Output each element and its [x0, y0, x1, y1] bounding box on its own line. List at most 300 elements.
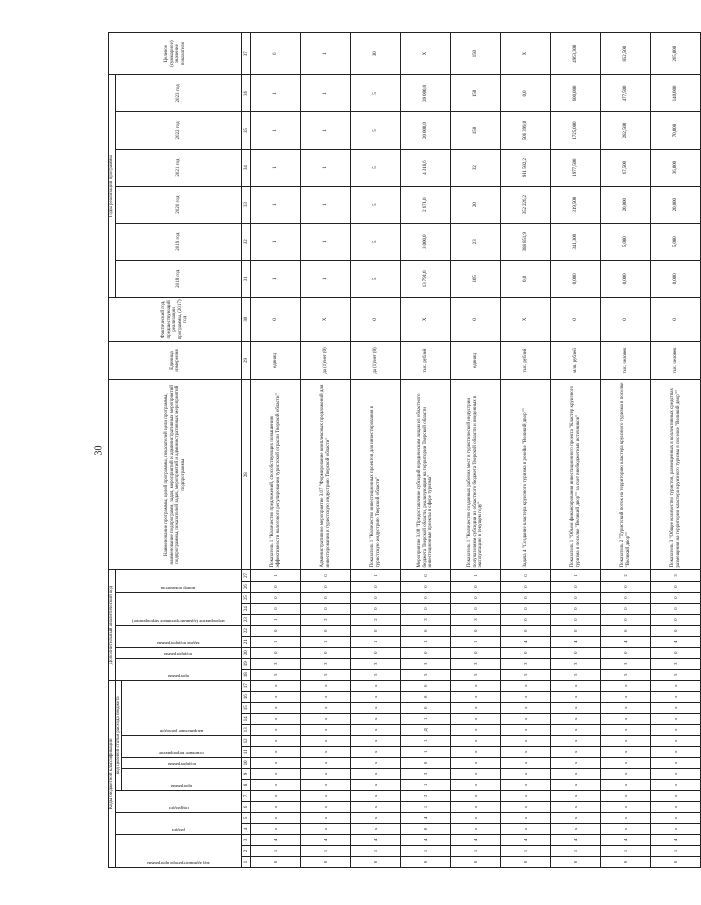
code-cell: 4	[551, 834, 601, 845]
unit-cell: тыс. человек	[651, 341, 701, 379]
table-row	[251, 33, 301, 868]
code-cell: x	[501, 790, 551, 801]
column-index-cell: 15	[242, 702, 251, 713]
code-cell: x	[301, 812, 351, 823]
code-cell: 0	[651, 625, 701, 636]
code-cell: Д	[401, 724, 451, 735]
code-cell: 1	[351, 570, 401, 581]
code-cell: 0	[601, 625, 651, 636]
code-cell: 4	[401, 834, 451, 845]
code-cell: 8	[401, 691, 451, 702]
code-cell: x	[251, 702, 301, 713]
row-name-cell: Показатель 2 "Туристский поток на территорию кластера круизного туризма в поселке "Великий двор""	[601, 380, 651, 570]
code-cell: 0	[451, 647, 501, 658]
code-cell: 0	[351, 592, 401, 603]
code-cell: 0	[351, 856, 401, 867]
code-cell: x	[551, 812, 601, 823]
code-cell: x	[301, 724, 351, 735]
code-cell: x	[301, 768, 351, 779]
column-index-cell: 13	[242, 724, 251, 735]
column-index-cell: 23	[242, 614, 251, 625]
year-value-cell: 67,500	[601, 149, 651, 186]
year-value-cell: 20 000,0	[401, 75, 451, 112]
code-cell: 2	[601, 570, 651, 581]
year-value-cell: 150	[451, 112, 501, 149]
code-cell: x	[451, 768, 501, 779]
year-value-cell: 1	[301, 223, 351, 260]
fact-value-cell: 0	[551, 297, 601, 341]
code-cell: x	[651, 691, 701, 702]
code-cell: 4	[251, 834, 301, 845]
year-2018-header: 2018 год	[115, 260, 242, 297]
code-cell: x	[251, 691, 301, 702]
year-value-cell: 5	[351, 149, 401, 186]
column-index-cell: 2	[242, 845, 251, 856]
code-cell: x	[651, 746, 701, 757]
code-cell: x	[351, 779, 401, 790]
programma-header: программа	[122, 768, 242, 790]
page-number: 30	[93, 445, 105, 456]
code-cell: 0	[251, 625, 301, 636]
year-value-cell: 319,500	[551, 186, 601, 223]
code-cell: x	[551, 757, 601, 768]
code-cell: 1	[301, 845, 351, 856]
program-table-sheet	[108, 32, 681, 868]
code-cell: x	[551, 713, 601, 724]
code-cell: 0	[501, 625, 551, 636]
code-cell: x	[501, 724, 551, 735]
code-cell: x	[551, 768, 601, 779]
code-cell: 3	[401, 658, 451, 669]
year-value-cell: 20,000	[651, 186, 701, 223]
column-index-cell: 18	[242, 669, 251, 680]
code-cell: 0	[301, 570, 351, 581]
year-value-cell: 0,0	[501, 75, 551, 112]
year-value-cell: 5	[351, 112, 401, 149]
year-value-cell: 600,000	[551, 75, 601, 112]
code-cell: x	[351, 757, 401, 768]
program-indicators-table	[108, 32, 701, 868]
code-cell: x	[651, 702, 701, 713]
code-cell: 0	[451, 581, 501, 592]
code-cell: x	[351, 735, 401, 746]
year-value-cell: 0,000	[651, 260, 701, 297]
code-cell: x	[551, 746, 601, 757]
year-value-cell: 1	[301, 75, 351, 112]
code-cell: 5	[651, 669, 701, 680]
code-cell: 0	[401, 823, 451, 834]
year-value-cell: 5,000	[651, 223, 701, 260]
column-index-cell: 6	[242, 801, 251, 812]
year-value-cell: 5	[351, 223, 401, 260]
podprogramma2-header: подпрограмма	[115, 647, 242, 658]
code-cell: 1	[251, 845, 301, 856]
code-cell: 0	[401, 592, 451, 603]
code-cell: x	[601, 691, 651, 702]
code-cell: x	[451, 702, 501, 713]
year-value-cell: 5	[351, 186, 401, 223]
code-cell: 5	[251, 669, 301, 680]
code-cell: 1	[401, 779, 451, 790]
code-cell: 0	[351, 647, 401, 658]
code-cell: 5	[601, 669, 651, 680]
code-cell: 0	[601, 647, 651, 658]
code-cell: x	[601, 702, 651, 713]
year-value-cell: 70,000	[651, 112, 701, 149]
code-cell: x	[651, 680, 701, 691]
programma2-header: программа	[115, 658, 242, 680]
code-cell: x	[251, 812, 301, 823]
fact-value-cell: X	[501, 297, 551, 341]
code-cell: x	[601, 812, 651, 823]
year-value-cell: 1	[251, 260, 301, 297]
table-row	[351, 33, 401, 868]
code-cell: 3	[251, 658, 301, 669]
column-index-cell: 30	[242, 297, 251, 341]
column-index-cell: 36	[242, 75, 251, 112]
code-cell: 0	[651, 603, 701, 614]
code-cell: 0	[251, 592, 301, 603]
code-cell: 4	[601, 834, 651, 845]
target-value-cell: 4963,300	[551, 33, 601, 75]
code-cell: 0	[501, 856, 551, 867]
code-cell: 0	[351, 603, 401, 614]
year-value-cell: 0,000	[601, 260, 651, 297]
code-cell: x	[551, 801, 601, 812]
code-cell: x	[301, 779, 351, 790]
code-cell: x	[601, 746, 651, 757]
unit-cell: да (1)/нет (0)	[301, 341, 351, 379]
task-header: задача подпрограммы	[115, 625, 242, 647]
code-cell: 3	[551, 658, 601, 669]
column-index-cell: 24	[242, 603, 251, 614]
code-cell: x	[651, 724, 701, 735]
code-cell: x	[351, 691, 401, 702]
year-2021-header: 2021 год	[115, 149, 242, 186]
code-cell: 0	[301, 647, 351, 658]
column-index-cell: 4	[242, 823, 251, 834]
code-cell: 0	[301, 592, 351, 603]
year-value-cell: 388 851,9	[501, 223, 551, 260]
unit-cell: тыс. человек	[601, 341, 651, 379]
column-index-cell: 16	[242, 691, 251, 702]
fact-value-cell: X	[301, 297, 351, 341]
code-cell: x	[601, 768, 651, 779]
code-cell: 1	[601, 845, 651, 856]
code-cell: 0	[401, 570, 451, 581]
code-cell: x	[651, 801, 701, 812]
unit-cell: да (1)/нет (0)	[351, 341, 401, 379]
code-cell: 1	[401, 713, 451, 724]
code-cell: x	[551, 735, 601, 746]
code-cell: x	[351, 713, 401, 724]
year-value-cell: 1725,000	[551, 112, 601, 149]
column-index-cell: 19	[242, 658, 251, 669]
unit-column-header: Единица измерения	[109, 341, 242, 379]
code-cell: x	[251, 713, 301, 724]
code-cell: x	[451, 735, 501, 746]
code-cell: 0	[651, 581, 701, 592]
code-cell: 5	[401, 669, 451, 680]
code-cell: 4	[301, 834, 351, 845]
code-cell: x	[351, 702, 401, 713]
table-row	[451, 33, 501, 868]
code-cell: 3	[301, 658, 351, 669]
column-index-cell: 32	[242, 223, 251, 260]
code-cell: x	[301, 713, 351, 724]
year-value-cell: 32	[451, 149, 501, 186]
code-cell: x	[351, 768, 401, 779]
additional-code-header: Дополнительный аналитический код	[109, 570, 116, 680]
unit-cell: единиц	[251, 341, 301, 379]
code-cell: 3	[601, 658, 651, 669]
code-cell: 0	[401, 647, 451, 658]
code-cell: 4	[651, 834, 701, 845]
code-cell: 0	[401, 581, 451, 592]
code-cell: 0	[551, 625, 601, 636]
code-cell: x	[301, 746, 351, 757]
code-cell: 2	[401, 790, 451, 801]
year-value-cell: 20,000	[601, 186, 651, 223]
column-index-cell: 10	[242, 757, 251, 768]
code-cell: 4	[451, 834, 501, 845]
code-cell: 0	[501, 614, 551, 625]
year-value-cell: 3 000,0	[401, 223, 451, 260]
code-cell: x	[451, 691, 501, 702]
code-cell: 0	[651, 856, 701, 867]
year-value-cell: 1	[251, 75, 301, 112]
year-value-cell: 911 502,2	[501, 149, 551, 186]
code-cell: x	[651, 713, 701, 724]
code-cell: x	[551, 790, 601, 801]
unit-cell: тыс. рублей	[401, 341, 451, 379]
code-cell: 2	[351, 614, 401, 625]
code-cell: 5	[351, 669, 401, 680]
target-value-cell: 1	[301, 33, 351, 75]
year-value-cell: 341,300	[551, 223, 601, 260]
code-cell: x	[451, 801, 501, 812]
year-value-cell: 352 226,2	[501, 186, 551, 223]
code-cell: 1	[401, 735, 451, 746]
code-cell: 0	[251, 603, 301, 614]
code-cell: 1	[451, 636, 501, 647]
column-index-cell: 7	[242, 790, 251, 801]
code-cell: x	[501, 757, 551, 768]
column-index-cell: 11	[242, 746, 251, 757]
code-cell: 0	[501, 581, 551, 592]
code-cell: 0	[551, 603, 601, 614]
code-cell: x	[301, 735, 351, 746]
code-cell: 4	[501, 636, 551, 647]
target-article-header: код целевой статьи расхода бюджета	[115, 680, 122, 790]
code-cell: 0	[251, 647, 301, 658]
code-cell: x	[601, 757, 651, 768]
code-cell: 0	[551, 581, 601, 592]
year-value-cell: 105	[451, 260, 501, 297]
name-column-header: Наименование программы, целей программы, показателей цели программы, наименование подпрограмм, задач, мероприятий и административных мероприятий подпрограммы, показателей задач, мероприятий и административных мероприятий подпрограммы	[109, 380, 242, 570]
razdel-header: раздел	[115, 812, 242, 834]
code-cell: 3	[351, 658, 401, 669]
code-cell: 1	[251, 636, 301, 647]
code-cell: 0	[601, 603, 651, 614]
year-value-cell: 36,000	[651, 149, 701, 186]
code-cell: 0	[651, 592, 701, 603]
column-index-cell: 37	[242, 33, 251, 75]
year-value-cell: 0,0	[501, 260, 551, 297]
code-cell: x	[301, 702, 351, 713]
table-row	[601, 33, 651, 868]
code-cell: 3	[401, 768, 451, 779]
fact-value-cell: 0	[251, 297, 301, 341]
code-cell: 0	[601, 592, 651, 603]
column-index-cell: 9	[242, 768, 251, 779]
event-header: мероприятие (административное мероприятие)	[115, 592, 242, 625]
code-cell: 0	[351, 581, 401, 592]
code-cell: x	[501, 746, 551, 757]
table-row	[301, 33, 351, 868]
year-value-cell: 140,000	[651, 75, 701, 112]
code-cell: 0	[401, 856, 451, 867]
code-cell: 0	[301, 581, 351, 592]
column-index-cell: 21	[242, 636, 251, 647]
code-cell: x	[501, 801, 551, 812]
year-value-cell: 1	[251, 112, 301, 149]
code-cell: x	[501, 702, 551, 713]
fact-value-cell: 0	[651, 297, 701, 341]
code-cell: 4	[651, 636, 701, 647]
code-cell: 0	[501, 570, 551, 581]
code-cell: 1	[551, 845, 601, 856]
fact-value-cell: 0	[351, 297, 401, 341]
year-value-cell: 20 000,0	[401, 112, 451, 149]
code-cell: x	[501, 691, 551, 702]
target-value-cell: 6	[251, 33, 301, 75]
code-cell: x	[501, 680, 551, 691]
code-cell: 0	[251, 856, 301, 867]
code-cell: x	[451, 812, 501, 823]
table-row	[551, 33, 601, 868]
code-cell: x	[501, 812, 551, 823]
code-cell: 0	[501, 603, 551, 614]
code-cell: 5	[301, 669, 351, 680]
code-cell: 0	[451, 592, 501, 603]
code-cell: 0	[401, 680, 451, 691]
year-value-cell: 20	[451, 186, 501, 223]
code-cell: 1	[451, 845, 501, 856]
code-cell: x	[301, 790, 351, 801]
code-cell: x	[451, 724, 501, 735]
code-cell: x	[251, 790, 301, 801]
table-row	[401, 33, 451, 868]
code-cell: 0	[301, 603, 351, 614]
code-cell: x	[301, 823, 351, 834]
code-cell: 0	[301, 625, 351, 636]
unit-cell: единиц	[451, 341, 501, 379]
year-value-cell: 1	[301, 149, 351, 186]
code-cell: 3	[451, 614, 501, 625]
code-cell: x	[601, 713, 651, 724]
year-value-cell: 4 318,6	[401, 149, 451, 186]
code-cell: x	[301, 691, 351, 702]
code-cell: 0	[451, 625, 501, 636]
code-cell: x	[551, 702, 601, 713]
year-value-cell: 1	[301, 112, 351, 149]
year-value-cell: 0,000	[551, 260, 601, 297]
code-cell: 2	[301, 614, 351, 625]
year-value-cell: 1	[301, 260, 351, 297]
code-cell: 4	[401, 812, 451, 823]
code-cell: x	[551, 823, 601, 834]
year-value-cell: 150	[451, 75, 501, 112]
code-cell: x	[301, 757, 351, 768]
column-index-cell: 17	[242, 680, 251, 691]
code-cell: 0	[601, 614, 651, 625]
indicator-number-header: номер показателя	[115, 570, 242, 592]
column-index-cell: 31	[242, 260, 251, 297]
code-cell: x	[501, 768, 551, 779]
year-value-cell: 2 671,0	[401, 186, 451, 223]
fact-year-header: Фактический год, предшествующий реализации программы, (2017) год	[109, 297, 242, 341]
row-name-cell: Показатель 1 "Количество инвестиционных проектов для инвестирования в туристскую индустрию Тверской области"	[351, 380, 401, 570]
code-cell: x	[501, 823, 551, 834]
code-cell: x	[351, 746, 401, 757]
code-cell: x	[351, 680, 401, 691]
row-name-cell: Показатель 3 "Общее количество туристов, размещенных в коллективных средствах размещения на территории кластера круизного туризма в поселке "Великий двор""	[651, 380, 701, 570]
year-2020-header: 2020 год	[115, 186, 242, 223]
table-row	[651, 33, 701, 868]
code-cell: 1	[551, 570, 601, 581]
row-name-cell: Административное мероприятие 3.07 "Формирование комплексных предложений для инвестирования в туристскую индустрию Тверской области"	[301, 380, 351, 570]
code-cell: 0	[251, 581, 301, 592]
code-cell: x	[351, 790, 401, 801]
column-index-cell: 3	[242, 834, 251, 845]
code-cell: x	[501, 713, 551, 724]
code-cell: x	[651, 735, 701, 746]
code-cell: 1	[651, 845, 701, 856]
code-cell: 0	[401, 603, 451, 614]
code-cell: x	[601, 680, 651, 691]
row-name-cell: Показатель 1 "Объем финансирования инвестиционного проекта "Кластер круизного туризма в поселке "Великий двор"" за счет внебюджетных источников"	[551, 380, 601, 570]
year-value-cell: 1	[251, 223, 301, 260]
code-cell: x	[301, 801, 351, 812]
code-cell: x	[451, 713, 501, 724]
code-cell: x	[351, 812, 401, 823]
year-value-cell: 477,500	[601, 75, 651, 112]
code-cell: 4	[551, 636, 601, 647]
podprogramma-header: подпрограмма	[122, 757, 242, 768]
code-cell: 1	[301, 636, 351, 647]
target-value-cell: 852,500	[601, 33, 651, 75]
column-index-cell: 20	[242, 647, 251, 658]
year-value-cell: 282,500	[601, 112, 651, 149]
code-cell: 0	[501, 592, 551, 603]
code-cell: x	[551, 680, 601, 691]
code-cell: x	[601, 779, 651, 790]
code-cell: x	[651, 790, 701, 801]
code-cell: 3	[501, 658, 551, 669]
year-value-cell: 5	[351, 75, 401, 112]
code-cell: x	[501, 735, 551, 746]
year-value-cell: 5	[351, 260, 401, 297]
code-cell: x	[601, 823, 651, 834]
row-name-cell: Показатель 1 "Количество предложений, способствующих повышению эффективности налогового регулирования туристской отрасли Тверской области"	[251, 380, 301, 570]
target-value-header: Целевое (суммарное) значение показателя	[109, 33, 242, 75]
column-index-cell: 35	[242, 112, 251, 149]
year-2023-header: 2023 год	[115, 75, 242, 112]
code-cell: 0	[451, 856, 501, 867]
code-cell: 4	[501, 834, 551, 845]
code-cell: x	[451, 790, 501, 801]
